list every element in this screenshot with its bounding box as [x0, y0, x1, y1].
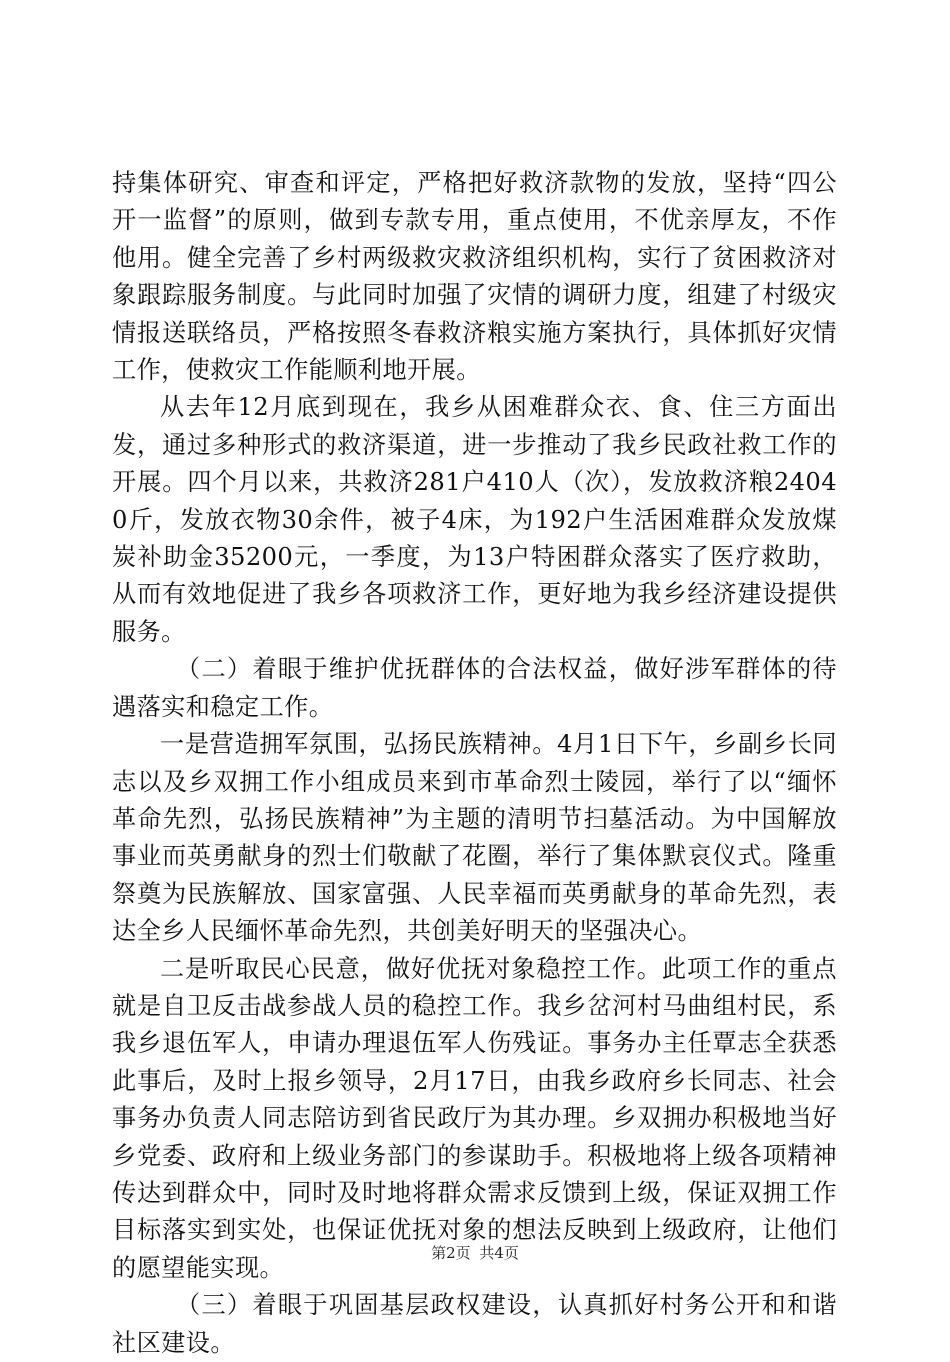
paragraph-relief-principles: 持集体研究、审查和评定，严格把好救济款物的发放，坚持“四公开一监督”的原则，做到专款专用，重点使用，不优亲厚友，不作他用。健全完善了乡村两级救灾救济组织机构，实行了贫困救济对象跟踪服务制度。与此同时加强了灾情的调研力度，组建了村级灾情报送联络员，严格按照冬春救济粮实施方案执行，具体抓好灾情工作，使救灾工作能顺利地开展。: [112, 169, 837, 385]
section-heading-3: （三）着眼于巩固基层政权建设，认真抓好村务公开和和谐社区建设。: [112, 1291, 837, 1357]
page-number: 第2页: [431, 1244, 471, 1262]
paragraph-relief-statistics: 从去年12月底到现在，我乡从困难群众衣、食、住三方面出发，通过多种形式的救济渠道，进一步推动了我乡民政社救工作的开展。四个月以来，共救济281户410人（次），发放救济粮24040斤，发放衣物30余件，被子4床，为192户生活困难群众发放煤炭补助金35200元，一季度，为13户特困群众落实了医疗救助，从而有效地促进了我乡各项救济工作，更好地为我乡经济建设提供服务。: [112, 393, 837, 646]
section-heading-2: （二）着眼于维护优抚群体的合法权益，做好涉军群体的待遇落实和稳定工作。: [112, 655, 837, 721]
document-body: [112, 165, 837, 1362]
paragraph-support-army: 一是营造拥军氛围，弘扬民族精神。4月1日下午，乡副乡长同志以及乡双拥工作小组成员来到市革命烈士陵园，举行了以“缅怀革命先烈，弘扬民族精神”为主题的清明节扫墓活动。为中国解放事业而英勇献身的烈士们敬献了花圈，举行了集体默哀仪式。隆重祭奠为民族解放、国家富强、人民幸福而英勇献身的革命先烈，表达全乡人民缅怀革命先烈，共创美好明天的坚强决心。: [112, 730, 837, 946]
page-footer: [0, 1243, 950, 1263]
page-total: 共4页: [479, 1244, 519, 1262]
paragraph-stability-work: 二是听取民心民意，做好优抚对象稳控工作。此项工作的重点就是自卫反击战参战人员的稳控工作。我乡岔河村马曲组村民，系我乡退伍军人，申请办理退伍军人伤残证。事务办主任覃志全获悉此事后，及时上报乡领导，2月17日，由我乡政府乡长同志、社会事务办负责人同志陪访到省民政厅为其办理。乡双拥办积极地当好乡党委、政府和上级业务部门的参谋助手。积极地将上级各项精神传达到群众中，同时及时地将群众需求反馈到上级，保证双拥工作目标落实到实处，也保证优抚对象的想法反映到上级政府，让他们的愿望能实现。: [112, 954, 837, 1282]
